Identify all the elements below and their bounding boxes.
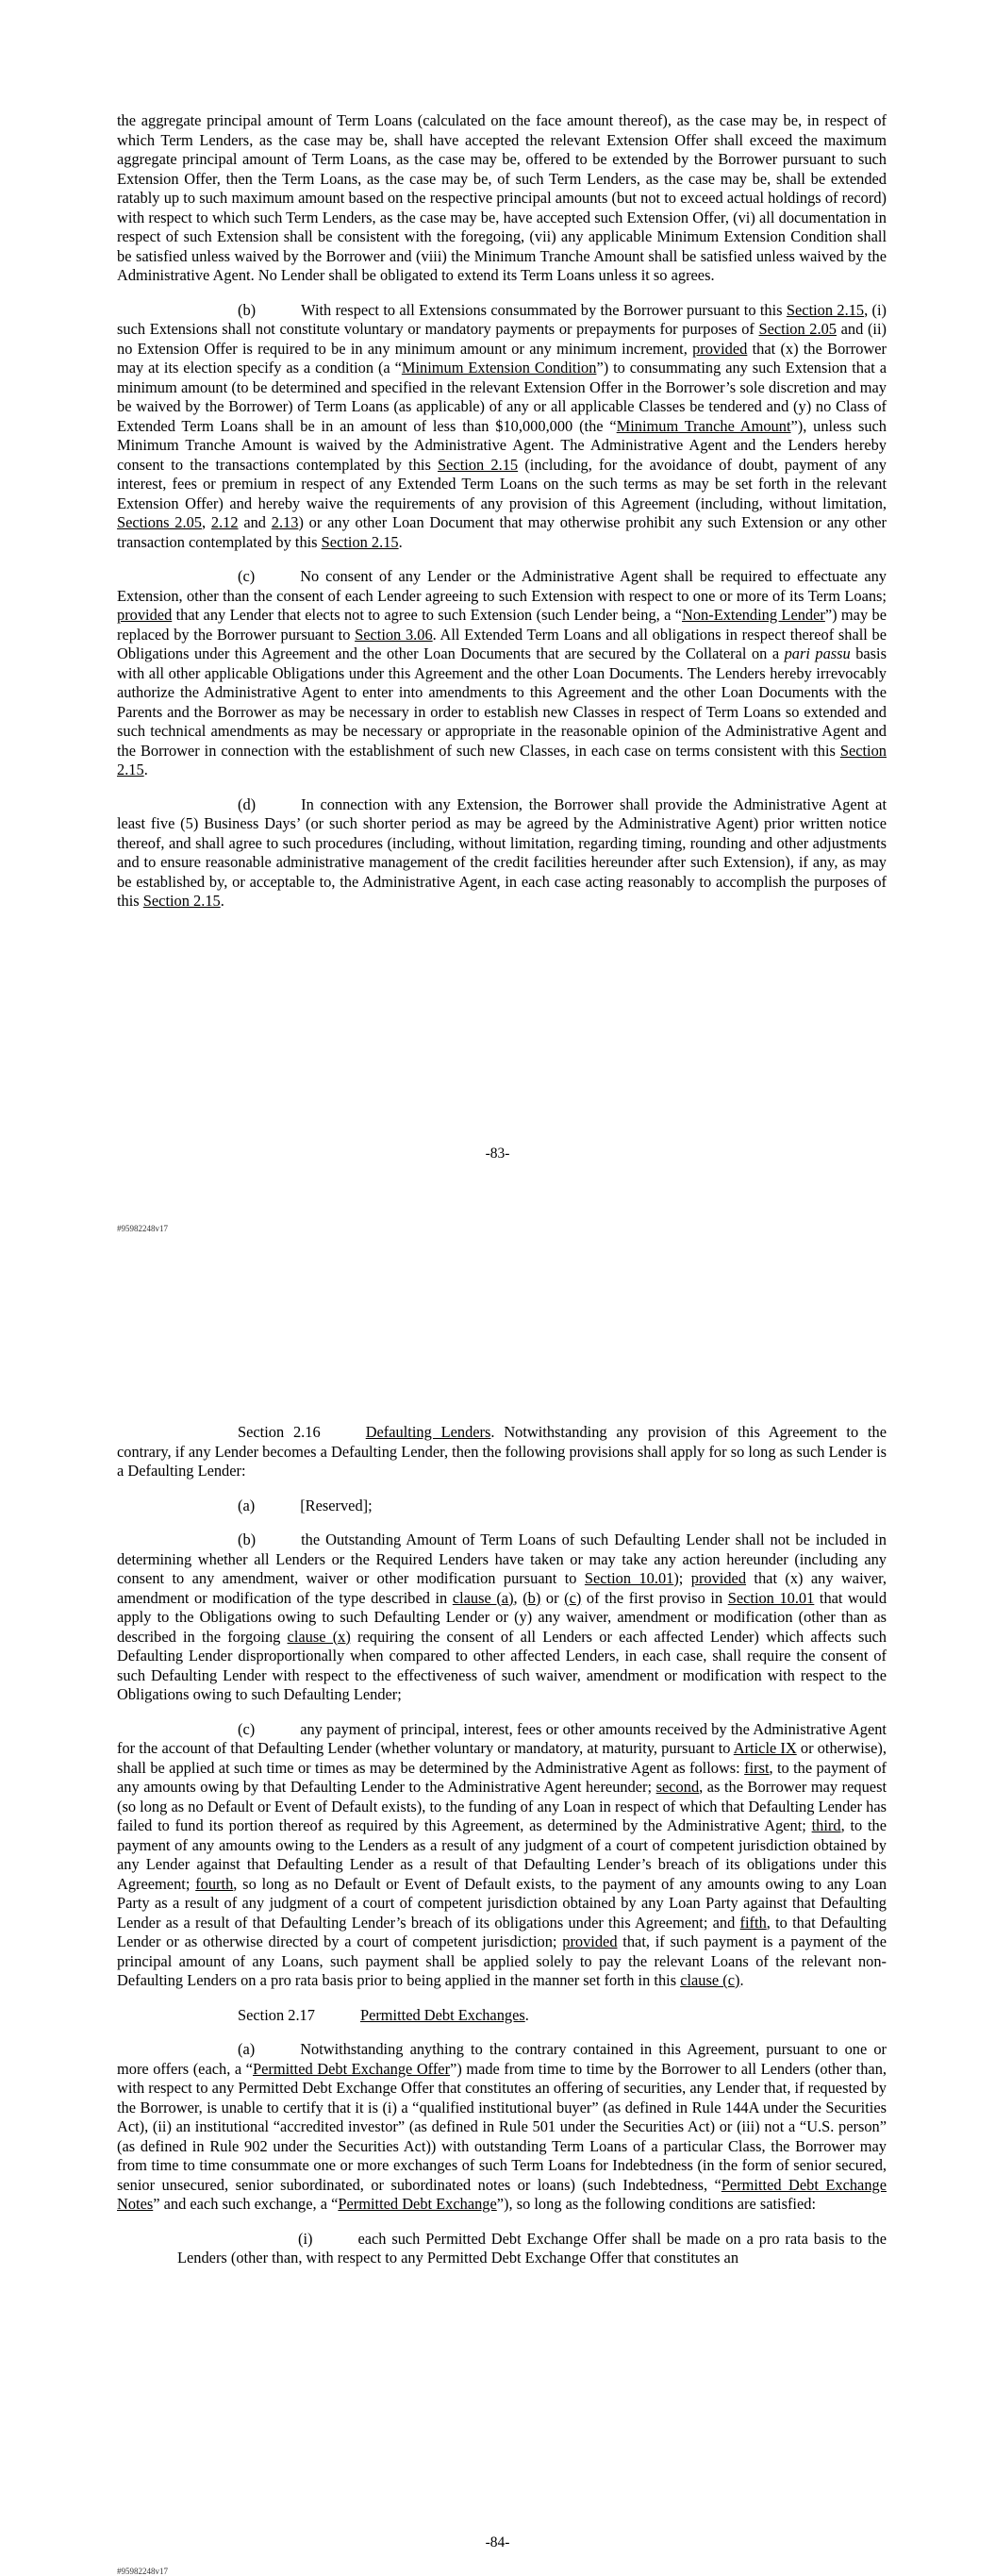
cross-reference: 2.13 bbox=[271, 513, 299, 531]
clause-label: (d) bbox=[238, 795, 257, 813]
cross-reference: Section 3.06 bbox=[355, 625, 433, 644]
paragraph-2-17-a-i: (i) each such Permitted Debt Exchange Offer shall be made on a pro rata basis to the Lenders (other than, with respect to any Permitted Debt Exchange Offer that constitutes an bbox=[177, 2229, 887, 2267]
section-number: Section 2.17 bbox=[238, 2005, 315, 2024]
page-number: -83- bbox=[485, 1146, 510, 1162]
clause-label: (b) bbox=[238, 300, 257, 319]
clause-label: (c) bbox=[238, 567, 256, 585]
clause-label: (a) bbox=[238, 2040, 256, 2058]
page-84 bbox=[0, 1283, 995, 2576]
cross-reference: (c) bbox=[564, 1588, 582, 1607]
defined-term: third bbox=[811, 1816, 841, 1834]
defined-term: fifth bbox=[739, 1913, 767, 1932]
document-id: #95982248v17 bbox=[117, 2567, 168, 2576]
clause-label: (b) bbox=[238, 1531, 257, 1548]
defined-term: Permitted Debt Exchange Notes bbox=[117, 2175, 887, 2213]
cross-reference: clause (a) bbox=[452, 1588, 514, 1607]
cross-reference: clause (c) bbox=[680, 1971, 740, 1989]
clause-label: (a) bbox=[238, 1496, 256, 1514]
defined-term: second bbox=[655, 1778, 700, 1796]
cross-reference: Section 2.15 bbox=[321, 532, 399, 551]
page-83 bbox=[0, 0, 995, 1283]
paragraph-continuation: the aggregate principal amount of Term Loans (calculated on the face amount thereof), as the case may be, in respect of which Term Lenders, as the case may be, shall have accepted the relevant Extension Offer shall exceed the maximum aggregate principal amount of Term Loans, as the case may be, offered to be extended by the Borrower pursuant to such Extension Offer, then the Term Loans, as the case may be, of such Term Lenders, as the case may be, shall be extended ratably up to such maximum amount based on the respective principal amounts (but not to exceed actual holdings of record) with respect to which such Term Lenders, as the case may be, have accepted such Extension Offer, (vi) all documentation in respect of such Extension shall be consistent with the foregoing, (vii) any applicable Minimum Extension Condition shall be satisfied unless waived by the Borrower and (viii) the Minimum Tranche Amount shall be satisfied unless waived by the Administrative Agent. No Lender shall be obligated to extend its Term Loans unless it so agrees. bbox=[117, 111, 887, 284]
defined-term: Permitted Debt Exchange bbox=[338, 2195, 497, 2213]
defined-term: Minimum Extension Condition bbox=[401, 359, 597, 376]
cross-reference: Section 2.15 bbox=[438, 455, 519, 474]
defined-term: provided bbox=[562, 1932, 618, 1950]
clause-label: (i) bbox=[298, 2229, 313, 2248]
paragraph-2-15-b: (b) With respect to all Extensions consummated by the Borrower pursuant to this Section 2.15, (i) such Extensions shall not constitute voluntary or mandatory payments or prepayments for purposes of Section 2.05 and (ii) no Extension Offer is required to be in any minimum amount or any minimum increment, provided that (x) the Borrower may at its election specify as a condition (a “Minimum Extension Condition”) to consummating any such Extension that a minimum amount (to be determined and specified in the relevant Extension Offer in the Borrower’s sole discretion and may be waived by the Borrower) of Term Loans (as applicable) of any or all applicable Classes be tendered and (y) no Class of Extended Term Loans shall be in an amount of less than $10,000,000 (the “Minimum Tranche Amount”), unless such Minimum Tranche Amount is waived by the Administrative Agent. The Administrative Agent and the Lenders hereby consent to the transactions contemplated by this Section 2.15 (including, for the avoidance of doubt, payment of any interest, fees or premium in respect of any Extended Term Loans on the such terms as may be set forth in the relevant Extension Offer) and hereby waive the requirements of any provision of this Agreement (including, without limitation, Sections 2.05, 2.12 and 2.13) or any other Loan Document that may otherwise prohibit any such Extension or any other transaction contemplated by this Section 2.15. bbox=[117, 300, 887, 551]
document-id: #95982248v17 bbox=[117, 1224, 168, 1233]
section-title: Defaulting Lenders bbox=[365, 1423, 491, 1441]
defined-term: Permitted Debt Exchange Offer bbox=[252, 2059, 451, 2078]
cross-reference: (b) bbox=[522, 1588, 541, 1607]
defined-term: Non-Extending Lender bbox=[682, 606, 825, 624]
section-title: Permitted Debt Exchanges bbox=[359, 2005, 525, 2024]
cross-reference: 2.12 bbox=[210, 513, 239, 531]
defined-term: Minimum Tranche Amount bbox=[616, 416, 791, 435]
paragraph-2-15-d: (d) In connection with any Extension, the Borrower shall provide the Administrative Agent at least five (5) Business Days’ (or such shorter period as may be agreed by the Administrative Agent) prior written notice thereof, and shall agree to such procedures (including, without limitation, regarding timing, rounding and other adjustments and to ensure reasonable administrative management of the credit facilities hereunder after such Extension), if any, as may be established by, or acceptable to, the Administrative Agent, in each case acting reasonably to accomplish the purposes of this Section 2.15. bbox=[117, 795, 887, 910]
defined-term: fourth bbox=[195, 1874, 234, 1893]
paragraph-2-16-c: (c) any payment of principal, interest, fees or other amounts received by the Administrative Agent for the account of that Defaulting Lender (whether voluntary or mandatory, at maturity, pursuant to Article IX or otherwise), shall be applied at such time or times as may be determined by the Administrative Agent as follows: first, to the payment of any amounts owing by that Defaulting Lender to the Administrative Agent hereunder; second, as the Borrower may request (so long as no Default or Event of Default exists), to the funding of any Loan in respect of which that Defaulting Lender has failed to fund its portion thereof as required by this Agreement, as determined by the Administrative Agent; third, to the payment of any amounts owing to the Lenders as a result of any judgment of a court of competent jurisdiction obtained by any Lender against that Defaulting Lender as a result of that Defaulting Lender’s breach of its obligations under this Agreement; fourth, so long as no Default or Event of Default exists, to the payment of any amounts owing to any Loan Party as a result of any judgment of a court of competent jurisdiction obtained by any Loan Party against that Defaulting Lender as a result of that Defaulting Lender’s breach of its obligations under this Agreement; and fifth, to that Defaulting Lender or as otherwise directed by a court of competent jurisdiction; provided that, if such payment is a payment of the principal amount of any Loans, such payment shall be applied solely to pay the relevant Loans of the relevant non-Defaulting Lenders on a pro rata basis prior to being applied in the manner set forth in this clause (c). bbox=[117, 1719, 887, 1989]
italic-term: pari passu bbox=[784, 644, 851, 662]
page-83-body bbox=[117, 111, 887, 912]
cross-reference: Section 2.15 bbox=[117, 741, 887, 778]
cross-reference: Sections 2.05 bbox=[117, 513, 202, 531]
cross-reference: Section 2.15 bbox=[142, 892, 221, 910]
paragraph-2-17-a: (a) Notwithstanding anything to the contrary contained in this Agreement, pursuant to one or more offers (each, a “Permitted Debt Exchange Offer”) made from time to time by the Borrower to all Lenders (other than, with respect to any Permitted Debt Exchange Offer that constitutes an offering of securities, any Lender that, if requested by the Borrower, is unable to certify that it is (i) a “qualified institutional buyer” (as defined in Rule 144A under the Securities Act), (ii) an institutional “accredited investor” (as defined in Rule 501 under the Securities Act) or (iii) not a “U.S. person” (as defined in Rule 902 under the Securities Act)) with outstanding Term Loans of a particular Class, the Borrower may from time to time consummate one or more exchanges of such Term Loans for Indebtedness (in the form of senior secured, senior unsecured, senior subordinated, or subordinated notes or loans) (such Indebtedness, “Permitted Debt Exchange Notes” and each such exchange, a “Permitted Debt Exchange”), so long as the following conditions are satisfied: bbox=[117, 2040, 887, 2213]
cross-reference: Section 2.15 bbox=[786, 300, 865, 319]
paragraph-2-16-b: (b) the Outstanding Amount of Term Loans of such Defaulting Lender shall not be included in determining whether all Lenders or the Required Lenders have taken or may take any action hereunder (including any consent to any amendment, waiver or other modification pursuant to Section 10.01); provided that (x) any waiver, amendment or modification of the type described in clause (a), (b) or (c) of the first proviso in Section 10.01 that would apply to the Obligations owing to such Defaulting Lender or (y) any waiver, amendment or modification (other than as described in the forgoing clause (x) requiring the consent of all Lenders or each affected Lender) which affects such Defaulting Lender disproportionally when compared to other affected Lenders, in each case, shall require the consent of such Defaulting Lender with respect to the effectiveness of such waiver, amendment or modification with respect to the Obligations owing to such Defaulting Lender; bbox=[117, 1531, 887, 1703]
page-84-body bbox=[117, 1423, 887, 2268]
section-2-17-heading: Section 2.17 Permitted Debt Exchanges. bbox=[238, 2005, 529, 2024]
clause-label: (c) bbox=[238, 1719, 256, 1738]
cross-reference: Section 10.01 bbox=[584, 1569, 674, 1587]
defined-term: provided bbox=[692, 339, 748, 358]
defined-term: first bbox=[744, 1758, 770, 1777]
section-2-16-heading: Section 2.16 Defaulting Lenders. Notwithstanding any provision of this Agreement to the contrary, if any Lender becomes a Defaulting Lender, then the following provisions shall apply for so long as such Lender is a Defaulting Lender: bbox=[117, 1423, 887, 1480]
paragraph-2-16-a: (a) [Reserved]; bbox=[238, 1496, 373, 1514]
cross-reference: Section 10.01 bbox=[727, 1588, 815, 1607]
cross-reference: Section 2.05 bbox=[758, 320, 837, 338]
cross-reference: clause (x) bbox=[287, 1627, 351, 1646]
defined-term: provided bbox=[117, 606, 173, 624]
paragraph-2-15-c: (c) No consent of any Lender or the Administrative Agent shall be required to effectuate any Extension, other than the consent of each Lender agreeing to such Extension with respect to one or more of its Term Loans; provided that any Lender that elects not to agree to such Extension (such Lender being, a “Non-Extending Lender”) may be replaced by the Borrower pursuant to Section 3.06. All Extended Term Loans and all obligations in respect thereof shall be Obligations under this Agreement and the other Loan Documents that are secured by the Collateral on a pari passu basis with all other applicable Obligations under this Agreement and the other Loan Documents. The Lenders hereby irrevocably authorize the Administrative Agent to enter into amendments to this Agreement and the other Loan Documents with the Parents and the Borrower as may be necessary in order to establish new Classes in respect of Term Loans so extended and such technical amendments as may be necessary or appropriate in the reasonable opinion of the Administrative Agent and the Borrower in connection with the establishment of such new Classes, in each case on terms consistent with this Section 2.15. bbox=[117, 567, 887, 778]
section-number: Section 2.16 bbox=[238, 1423, 321, 1441]
defined-term: provided bbox=[690, 1569, 747, 1587]
cross-reference: Article IX bbox=[733, 1739, 797, 1757]
page-number: -84- bbox=[485, 2534, 510, 2551]
